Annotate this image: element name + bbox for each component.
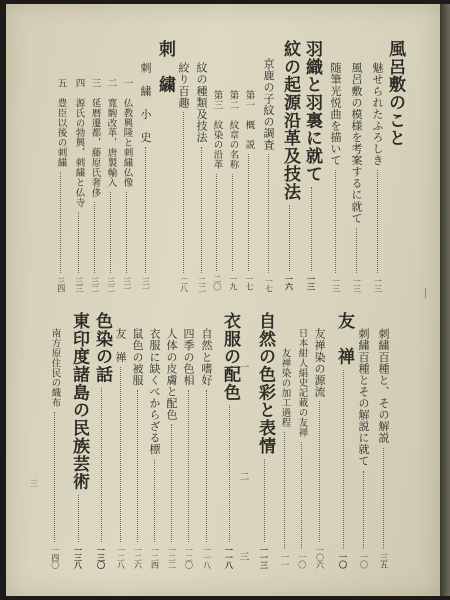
toc-entry [90,78,100,292]
toc-page-ref: 一六 [284,275,295,290]
toc-page-ref: 一二六 [133,545,143,568]
toc-entry-title: 日本紺人絹史記載の友禅 [296,328,308,438]
toc-page-ref: 一〇六 [315,545,325,568]
toc-entry [221,312,238,568]
toc-page-ref: 一二八 [116,545,126,568]
toc-entry [385,40,405,148]
toc-entry-title: 刺 繍 [155,40,175,94]
toc-page-ref: 三五 [379,553,389,568]
toc-entry-title: 京鹿の子紋の調査 [262,58,275,151]
toc-entry [93,312,110,568]
leader-dots [137,390,138,542]
leader-dots [206,390,207,542]
toc-entry [280,348,290,568]
toc-entry-title: 絞り百趣 [177,62,190,109]
leader-dots [110,192,111,273]
toc-page-ref: 三三 [74,277,84,292]
toc-entry [166,328,177,568]
toc-entry-title: 人体の皮膚と配色 [165,328,178,421]
leader-dots [363,471,364,549]
toc-entry [228,90,238,290]
toc-entry-title: 刺繍百種とその解説に就て [357,328,370,467]
leader-dots [232,174,233,271]
toc-page-ref: 一二二 [167,545,177,568]
toc-entry-title: 魅せられたふろしき [371,62,384,166]
toc-entry [178,62,189,292]
toc-entry-title: 第一 概 説 [243,90,255,150]
toc-page-ref: 二〇 [212,275,222,290]
toc-entry [378,328,389,568]
toc-page-ref: 二八 [179,277,189,292]
toc-entry [196,62,207,292]
toc-page-ref: 一三 [373,277,383,292]
toc-entry [256,312,273,568]
leader-dots [60,172,61,273]
toc-entry [335,312,352,568]
leader-dots [188,390,189,542]
toc-entry-title: 風呂敷の模様を考案するに就て [350,62,363,224]
toc-page-ref: 一一 [280,553,290,568]
toc-entry-title: 羽織と羽裏に就て [302,40,322,183]
toc-entry-title: 衣服に缺くべからざる標 [148,328,161,456]
toc-entry-title: 四 源氏の勃興，刺繍と仏寺 [73,78,85,208]
leader-dots [145,147,146,273]
toc-page-ref: 一三八 [73,545,84,568]
toc-page-ref: 一三 [331,277,341,292]
toc-page-ref: 一〇 [297,553,307,568]
toc-entry [115,328,126,568]
toc-page-ref: 三二 [106,277,116,292]
toc-entry-title: 第三 紋染の沿革 [211,90,223,170]
toc-page-ref: 一九 [228,275,238,290]
toc-entry [132,328,143,568]
toc-page-ref: 一二〇 [184,545,194,568]
toc-entry [156,40,173,100]
toc-entry-title: 色染の話 [92,312,112,384]
leader-dots [284,432,285,549]
toc-entry-title: 紋の種類及技法 [195,62,208,143]
leader-dots [94,202,95,273]
leader-dots [183,112,184,273]
toc-page-ref: 一一八 [224,545,235,568]
leader-dots [120,367,121,542]
toc-page-ref: 三一 [141,277,151,292]
toc-entry [330,62,341,292]
toc-entry-title: 刺 繍 小 史 [139,62,152,143]
leader-dots [216,174,217,271]
toc-entry-title: 二 寛駒改革，唐製輸入 [105,78,117,188]
leader-dots [126,192,127,273]
toc-entry-title: 三 延暦遷都，藤原氏奢侈 [89,78,101,198]
leader-dots [311,187,312,271]
leader-dots [54,412,55,542]
leader-dots [201,147,202,273]
toc-entry [183,328,194,568]
toc-entry [106,78,116,292]
leader-dots [301,442,302,549]
toc-entry [212,90,222,290]
toc-entry-title: 随筆光悦曲を描いて [329,62,342,166]
toc-entry-title: 東印度諸島の民族芸術 [69,312,89,491]
margin-mark [425,288,432,298]
toc-entry [122,78,132,292]
leader-dots [356,228,357,273]
toc-entry-title: 衣服の配色 [220,312,240,402]
toc-page-ref: 一二四 [150,545,160,568]
toc-entry-title: 自然の色彩と表情 [255,312,275,455]
toc-entry-title: 一 仏教興隆と刺繍仏像 [121,78,133,188]
leader-dots [264,459,265,542]
toc-page-ref: 一一八 [202,545,212,568]
toc-entry [297,328,307,568]
toc-entry-title: 四季の色相 [182,328,195,386]
toc-entry [314,328,325,568]
leader-dots [78,495,79,542]
leader-dots [229,405,230,541]
page-number: 三 [30,479,38,488]
leader-dots [319,401,320,541]
toc-page-ref: 一三〇 [96,545,107,568]
leader-dots [383,448,384,550]
toc-entry-title: 五 豊臣以後の刺繍 [55,78,67,168]
toc-entry-title: 自然と嗜好 [200,328,213,386]
toc-entry-title: 一 二 三 [237,362,249,562]
toc-entry-title: 第二 紋章の名称 [227,90,239,170]
toc-entry [358,328,369,568]
toc-entry-title: 南方原住民の織布 [49,328,61,408]
toc-entry [56,78,66,292]
toc-page-ref: 一〇 [359,553,369,568]
toc-entry-title: 友禅染の加工過程 [279,348,291,428]
leader-dots [101,387,102,541]
toc-entry [263,58,274,292]
toc-page-ref: 三二 [90,277,100,292]
toc-entry [149,328,160,568]
toc-page-ref: 一七 [264,277,274,292]
toc-page-ref: 三四 [56,277,66,292]
leader-dots [248,154,249,271]
toc-entry [372,62,383,292]
toc-entry-title: 友禅染の源流 [313,328,326,398]
toc-entry-title: 友 禅 [334,312,354,366]
toc-entry-title: 風呂敷のこと [385,40,405,148]
leader-dots [171,424,172,541]
toc-page-ref: 一〇 [338,553,349,568]
leader-dots [343,370,344,549]
toc-entry [303,40,320,290]
toc-entry-title: 鼠色の被服 [131,328,144,386]
toc-entry-title: 友 禅 [114,328,127,363]
leader-dots [78,212,79,273]
toc-page-ref: 一三 [352,277,362,292]
leader-dots [335,170,336,273]
toc-entry [281,40,298,290]
toc-entry [50,328,60,568]
toc-entry-title: 紋の起源沿革及技法 [280,40,300,201]
leader-dots [289,205,290,271]
toc-page-ref: 一七 [244,275,254,290]
toc-page-ref: 一三 [306,275,317,290]
toc-entry [244,90,254,290]
toc-page-ref: 一四〇 [50,545,60,568]
leader-dots [154,459,155,541]
toc-entry [201,328,212,568]
leader-dots [377,170,378,273]
toc-entry [70,312,87,568]
toc-entry [351,62,362,292]
toc-entry [140,62,151,292]
toc-entry-title: 刺繍百種と、その解説 [377,328,390,444]
toc-page-ref: 一一三 [259,545,270,568]
toc-page-ref: 二二 [197,277,207,292]
page-edge [440,4,450,596]
leader-dots [268,154,269,273]
toc-entry [74,78,84,292]
toc-page-ref: 三一 [122,277,132,292]
